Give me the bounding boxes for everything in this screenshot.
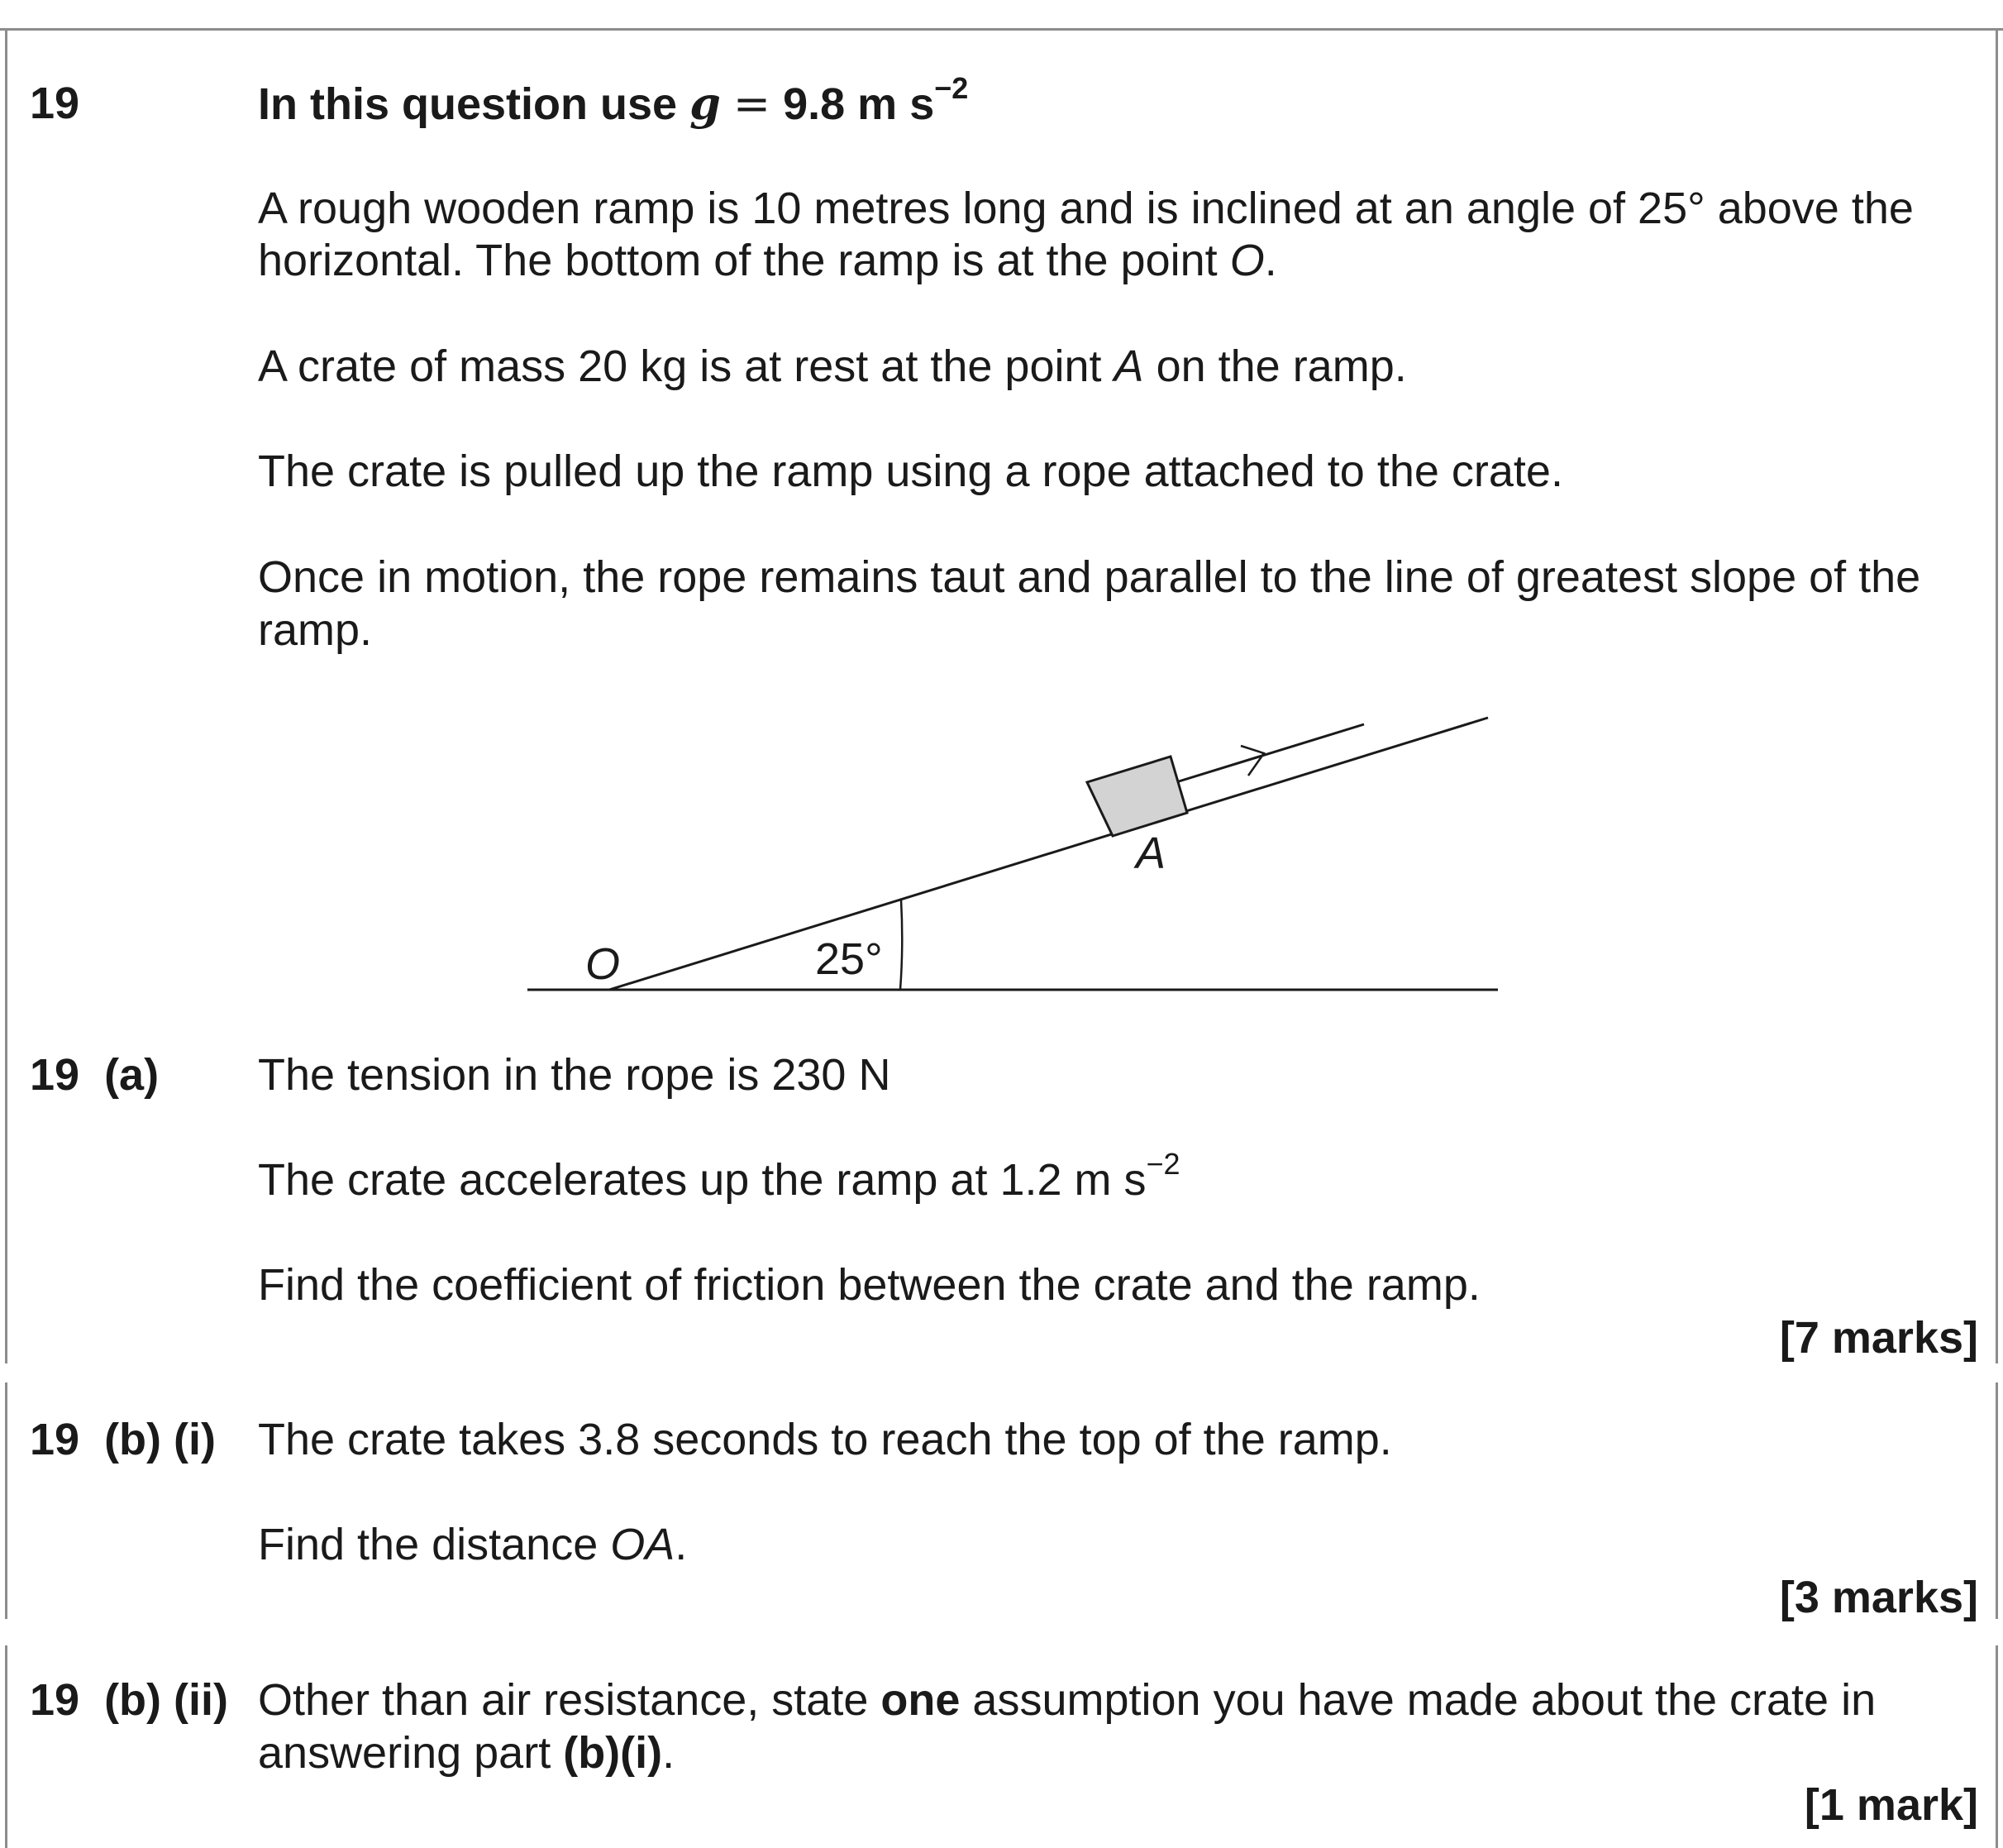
part-a-line-2 <box>258 1147 1180 1207</box>
g-symbol: g <box>689 77 721 130</box>
stem-line-2-stop: . <box>1264 236 1277 285</box>
part-b-ii-line-1 <box>258 1673 1876 1727</box>
part-a-number: 19 (a) <box>30 1050 160 1100</box>
stem-line-3-text: A crate of mass 20 kg is at rest at the point <box>258 341 1102 391</box>
ramp-line <box>609 718 1488 990</box>
diagram-label-o: O <box>585 939 621 989</box>
part-a-line-3: Find the coefficient of friction between the crate and the ramp. <box>258 1260 1481 1310</box>
part-b-ii-line-1-prefix: Other than air resistance, state <box>258 1675 869 1725</box>
question-number: 19 <box>30 79 80 128</box>
point-a-ref: A <box>1114 341 1144 391</box>
stem-line-5: Once in motion, the rope remains taut and parallel to the line of greatest slope of the <box>258 552 1921 602</box>
part-b-ii-line-1-suffix: assumption you have made about the crate in <box>972 1675 1877 1725</box>
stem-line-4: The crate is pulled up the ramp using a rope attached to the crate. <box>258 446 1563 496</box>
part-a-marks: [7 marks] <box>1779 1313 1978 1363</box>
point-o-ref: O <box>1229 236 1265 285</box>
part-b-ii-marks: [1 mark] <box>1804 1780 1978 1830</box>
part-b-ii-line-2-prefix: answering part <box>258 1728 551 1778</box>
heading-prefix: In this question use <box>258 79 678 129</box>
crate <box>1087 757 1187 836</box>
distance-oa-ref: OA <box>610 1520 675 1569</box>
stem-line-2-text: horizontal. The bottom of the ramp is at the point <box>258 236 1218 285</box>
part-a-line-1: The tension in the rope is 230 N <box>258 1050 891 1100</box>
rope-line <box>1179 724 1364 781</box>
g-value: 9.8 m s <box>783 79 935 129</box>
part-a-line-2-text: The crate accelerates up the ramp at 1.2 m s <box>258 1155 1147 1205</box>
part-b-i-line-2-text: Find the distance <box>258 1520 599 1569</box>
part-b-i-number: 19 (b) (i) <box>30 1415 216 1464</box>
part-b-i-line-1: The crate takes 3.8 seconds to reach the top of the ramp. <box>258 1415 1392 1464</box>
part-b-ii-number: 19 (b) (ii) <box>30 1675 228 1725</box>
equals-sign: = <box>732 78 771 130</box>
part-b-ii-ref: (b)(i) <box>563 1728 663 1778</box>
angle-arc <box>900 900 902 990</box>
diagram-angle-label: 25° <box>815 934 883 984</box>
diagram-label-a: A <box>1136 828 1166 878</box>
part-b-i-stop: . <box>675 1520 688 1569</box>
g-exponent: −2 <box>934 71 969 105</box>
part-a-exponent: −2 <box>1146 1147 1180 1181</box>
part-b-ii-emphasis: one <box>880 1675 961 1725</box>
stem-line-3-suffix: on the ramp. <box>1143 341 1407 391</box>
part-b-i-marks: [3 marks] <box>1779 1573 1978 1622</box>
stem-line-6: ramp. <box>258 605 373 655</box>
stem-line-1: A rough wooden ramp is 10 metres long and is inclined at an angle of 25° above the <box>258 184 1914 233</box>
part-b-ii-line-2 <box>258 1726 675 1780</box>
part-b-i-line-2 <box>258 1517 687 1572</box>
part-b-ii-stop: . <box>662 1728 675 1778</box>
